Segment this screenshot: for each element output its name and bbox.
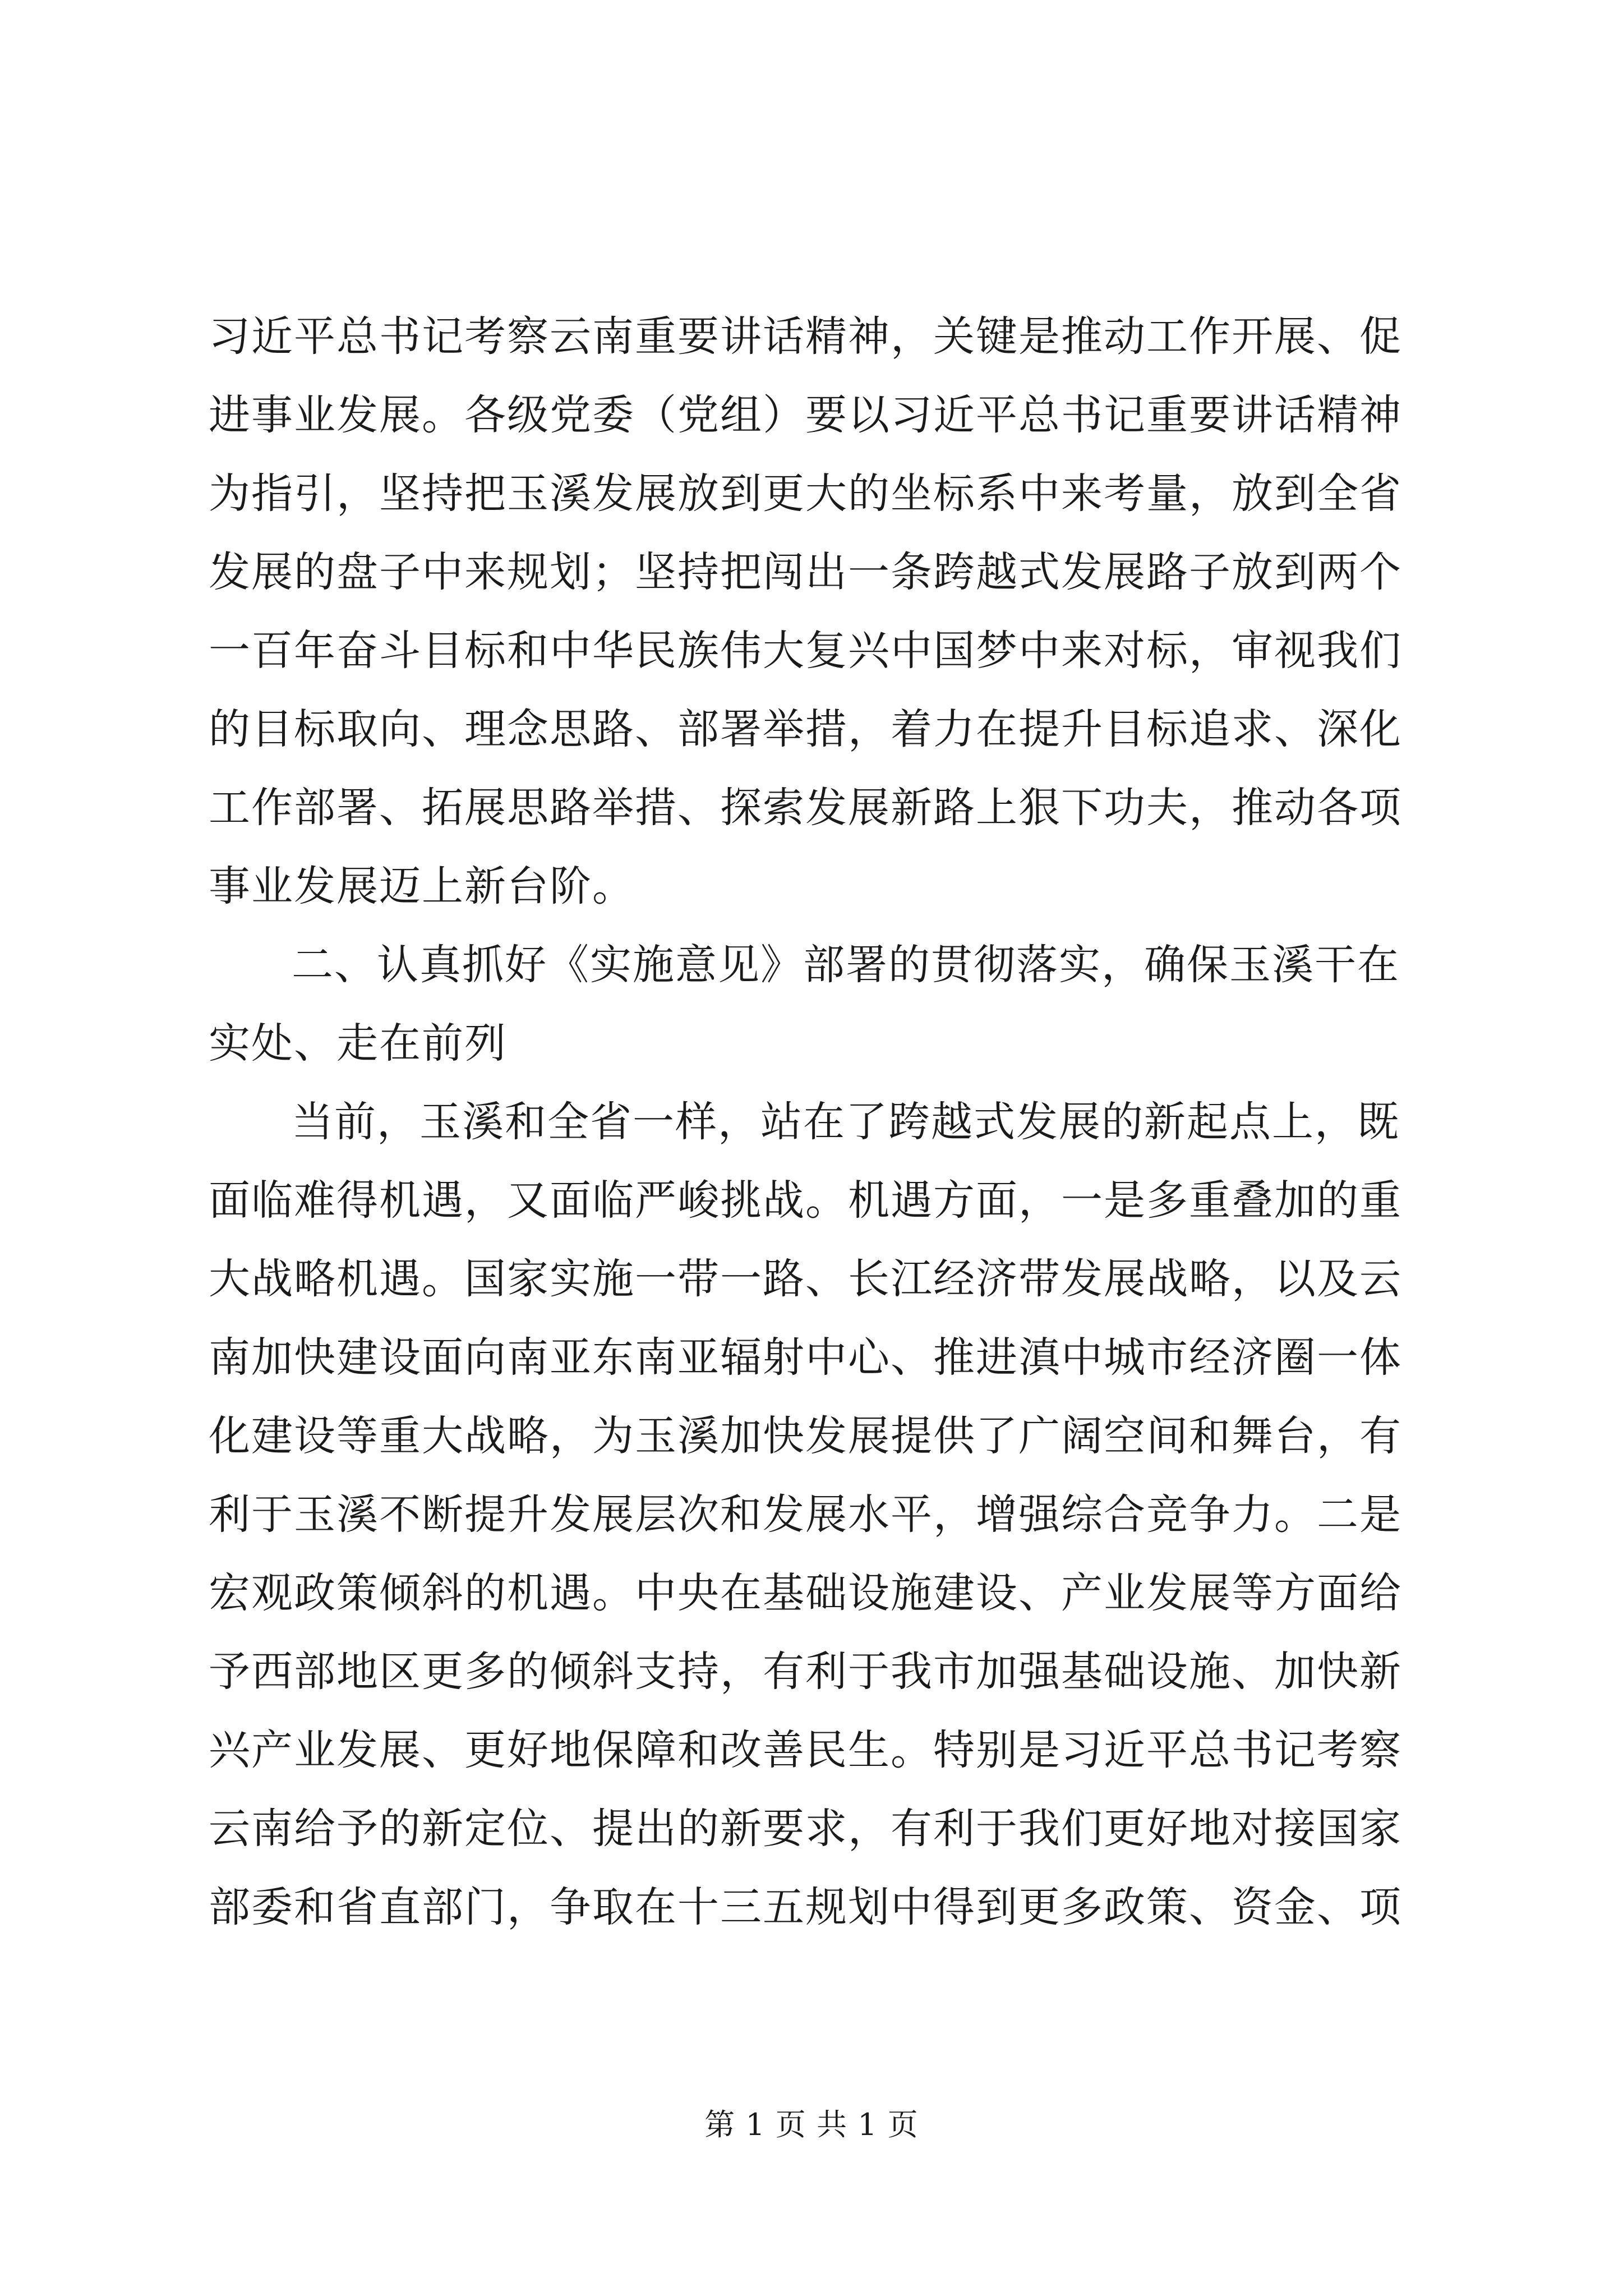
text-line-4: 发展的盘子中来规划；坚持把闯出一条跨越式发展路子放到两个 [209, 548, 1402, 596]
text-line-13: 大战略机遇。国家实施一带一路、长江经济带发展战略，以及云 [209, 1255, 1402, 1303]
text-line-15: 化建设等重大战略，为玉溪加快发展提供了广阔空间和舞台，有 [209, 1412, 1402, 1460]
text-line-6: 的目标取向、理念思路、部署举措，着力在提升目标追求、深化 [209, 705, 1402, 753]
text-line-7: 工作部署、拓展思路举措、探索发展新路上狠下功夫，推动各项 [209, 784, 1402, 832]
text-line-16: 利于玉溪不断提升发展层次和发展水平，增强综合竞争力。二是 [209, 1490, 1402, 1539]
text-line-3: 为指引，坚持把玉溪发展放到更大的坐标系中来考量，放到全省 [209, 470, 1402, 518]
text-line-19: 兴产业发展、更好地保障和改善民生。特别是习近平总书记考察 [209, 1726, 1402, 1774]
text-line-14: 南加快建设面向南亚东南亚辐射中心、推进滇中城市经济圈一体 [209, 1333, 1402, 1382]
text-line-2: 进事业发展。各级党委（党组）要以习近平总书记重要讲话精神 [209, 391, 1402, 439]
text-line-17: 宏观政策倾斜的机遇。中央在基础设施建设、产业发展等方面给 [209, 1569, 1402, 1617]
section-heading-line-2: 实处、走在前列 [209, 1019, 507, 1068]
text-line-18: 予西部地区更多的倾斜支持，有利于我市加强基础设施、加快新 [209, 1648, 1402, 1696]
section-heading-line-1: 二、认真抓好《实施意见》部署的贯彻落实，确保玉溪干在 [292, 941, 1400, 989]
text-line-21: 部委和省直部门，争取在十三五规划中得到更多政策、资金、项 [209, 1883, 1402, 1931]
text-line-5: 一百年奋斗目标和中华民族伟大复兴中国梦中来对标，审视我们 [209, 627, 1402, 675]
text-line-12: 面临难得机遇，又面临严峻挑战。机遇方面，一是多重叠加的重 [209, 1176, 1402, 1225]
text-line-20: 云南给予的新定位、提出的新要求，有利于我们更好地对接国家 [209, 1805, 1402, 1853]
text-line-8: 事业发展迈上新台阶。 [209, 862, 635, 910]
page-footer: 第 1 页 共 1 页 [704, 2107, 919, 2142]
text-line-1: 习近平总书记考察云南重要讲话精神，关键是推动工作开展、促 [209, 312, 1402, 361]
text-line-11: 当前，玉溪和全省一样，站在了跨越式发展的新起点上，既 [292, 1098, 1400, 1146]
